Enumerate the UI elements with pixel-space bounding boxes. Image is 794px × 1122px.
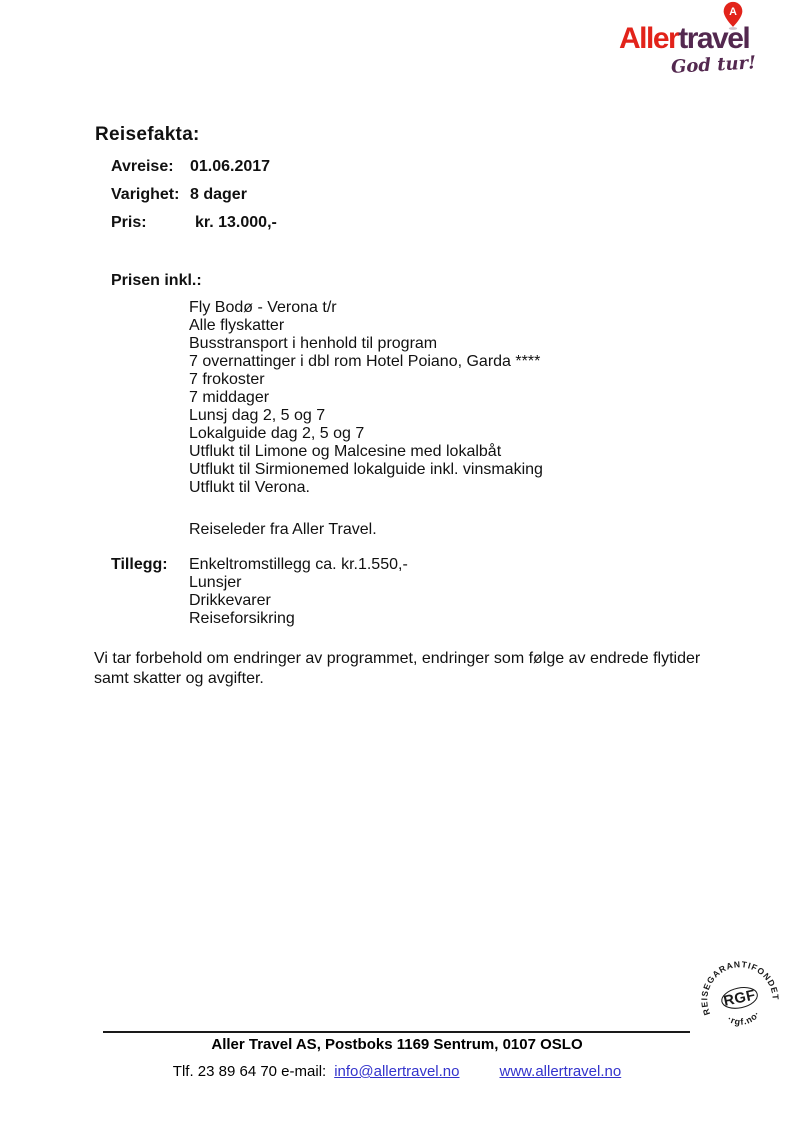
surcharge-item: Enkeltromstillegg ca. kr.1.550,- xyxy=(189,556,408,573)
footer-divider xyxy=(103,1031,690,1033)
stamp-arc-top-text: REISEGARANTIFONDET xyxy=(699,959,781,1017)
included-item: Busstransport i henhold til program xyxy=(189,335,438,352)
stamp-arc-bottom-text: ·rgf.no· xyxy=(725,1008,763,1028)
included-item: 7 middager xyxy=(189,389,270,406)
tour-leader-note: Reiseleder fra Aller Travel. xyxy=(189,521,377,538)
brand-tagline: God tur! xyxy=(670,52,757,78)
fact-row xyxy=(111,214,277,232)
surcharge-list xyxy=(189,556,408,628)
included-item: Fly Bodø - Verona t/r xyxy=(189,299,337,316)
included-item: 7 overnattinger i dbl rom Hotel Poiano, Garda **** xyxy=(189,353,541,370)
brand-name-travel: travel xyxy=(678,22,750,55)
facts-table xyxy=(111,158,277,242)
included-item: Alle flyskatter xyxy=(189,317,285,334)
fact-label: Pris: xyxy=(111,214,147,231)
fact-value: kr. 13.000,- xyxy=(195,214,277,231)
included-item: Lunsj dag 2, 5 og 7 xyxy=(189,407,326,424)
stamp-center-text: RGF xyxy=(722,987,758,1010)
pin-letter: A xyxy=(729,6,737,19)
surcharge-item: Lunsjer xyxy=(189,574,242,591)
fact-value: 01.06.2017 xyxy=(190,158,271,175)
fact-label: Varighet: xyxy=(111,186,180,203)
fact-value: 8 dager xyxy=(190,186,247,203)
included-item: Utflukt til Sirmionemed lokalguide inkl. vinsmaking xyxy=(189,461,543,478)
included-heading: Prisen inkl.: xyxy=(111,272,202,289)
included-item: Utflukt til Limone og Malcesine med lokalbåt xyxy=(189,443,502,460)
svg-text:·rgf.no· xyxy=(724,1007,764,1030)
included-item: 7 frokoster xyxy=(189,371,265,388)
rgf-guarantee-stamp xyxy=(697,957,783,1043)
included-item: Lokalguide dag 2, 5 og 7 xyxy=(189,425,365,442)
brand-name-aller: Aller xyxy=(619,22,679,55)
footer-contact xyxy=(0,1063,794,1080)
fact-label: Avreise: xyxy=(111,158,174,175)
brand-logo xyxy=(619,22,749,56)
page-title: Reisefakta: xyxy=(95,124,200,145)
surcharge-item: Reiseforsikring xyxy=(189,610,295,627)
disclaimer-paragraph: Vi tar forbehold om endringer av programmet, endringer som følge av endrede flytider samt skatter og avgifter. xyxy=(94,650,701,687)
surcharge-item: Drikkevarer xyxy=(189,592,271,609)
included-item: Utflukt til Verona. xyxy=(189,479,310,496)
fact-row xyxy=(111,186,277,204)
email-link[interactable]: info@allertravel.no xyxy=(334,1063,460,1080)
website-link[interactable]: www.allertravel.no xyxy=(499,1063,622,1080)
surcharge-label: Tillegg: xyxy=(111,556,168,573)
footer-address: Aller Travel AS, Postboks 1169 Sentrum, 0107 OSLO xyxy=(211,1036,583,1053)
included-list xyxy=(189,299,543,497)
fact-row xyxy=(111,158,277,176)
footer-contact-prefix: Tlf. 23 89 64 70 e-mail: xyxy=(172,1063,327,1080)
